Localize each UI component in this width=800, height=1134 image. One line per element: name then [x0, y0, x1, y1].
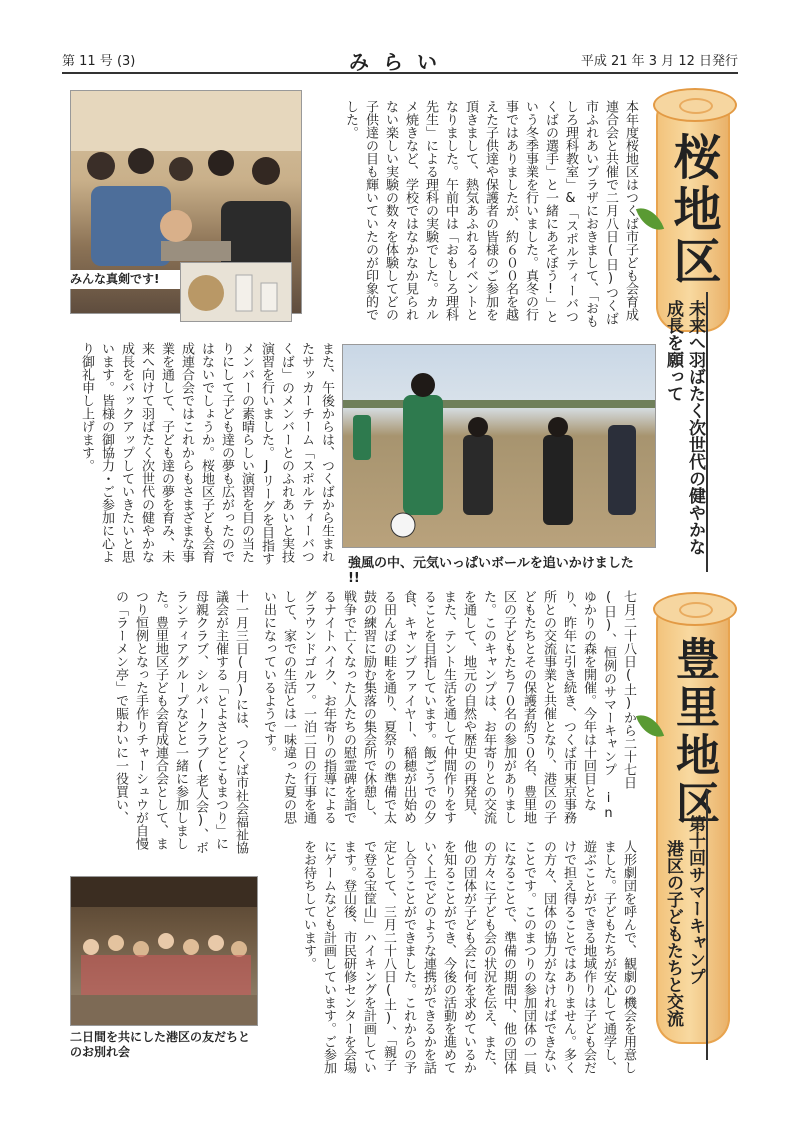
sakura-log-banner: [656, 92, 730, 332]
header-rule: [62, 72, 738, 74]
toyosato-subtitle-line2: 港区の子どもたちと交流: [663, 840, 683, 1027]
photo-soccer: [342, 344, 656, 548]
photo1-caption: みんな真剣です!: [70, 270, 180, 289]
log-ring: [653, 88, 737, 122]
masthead-title: みらい: [349, 50, 451, 74]
photo2-caption: 強風の中、元気いっぱいボールを追いかけました !!: [348, 556, 634, 586]
subtitle-rule: [706, 292, 708, 572]
photo3-caption: 二日間を共にした港区の友だちとのお別れ会: [70, 1030, 251, 1059]
photo-inset-art: [181, 263, 291, 321]
photo-camp-art: [71, 877, 257, 1025]
photo-camp-farewell: [70, 876, 258, 1026]
subtitle-rule: [706, 790, 708, 1060]
toyosato-subtitle-line1: 第十回サマーキャンプ: [685, 815, 705, 985]
issue-date: 平成 21 年 3 月 12 日発行: [580, 54, 738, 69]
log-ring: [653, 592, 737, 626]
toyosato-article-right: 人形劇団を呼んで、観劇の機会を用意しました。子どもたちが安心して通学し、遊ぶことができる地域作りは子ども会だけで担え得ることではありません。多くの方々、団体の協力がなければできないことです。このまつりの参加団体の一員になることで、準備の期間中、他の団体の方々に子ども会の状況を伝え、また、他の団体が子ども会に何を求めているかを知ることができ、今後の活動を進めていく上でどのような連携ができるかを話し合うことができました。これからの予定として、三月二十八日(土)、「親子で登る宝筐山」ハイキングを計画しています。登山後、市民研修センターを会場にゲームなども計画しています。ご参加をお待ちしています。: [301, 840, 636, 1074]
toyosato-district-title: 豊里地区: [668, 636, 719, 828]
issue-number: 第 11 号 (3): [62, 54, 136, 69]
photo-inset-caramel: [180, 262, 292, 322]
sakura-subtitle: 未来へ羽ばたく次世代の健やかな成長を願って: [663, 300, 705, 555]
sakura-article-bottom: また、午後からは、つくばから生まれたサッカーチーム「スポルティーバつくば」のメンバーとのふれあいと実技演習を行いました。Jリーグを目指すメンバーの素晴らしい演習を目の当たりにして子ども達の夢も広がったのではないでしょうか。桜地区子ども会育成連合会ではこれからもさまざまな事業を通して、子ども達の夢を育み、未来へ向けて羽ばたく次世代の健やかな成長をバックアップしていきたいと思います。皆様の御協力・ご参加に心より御礼申し上げます。: [79, 342, 334, 565]
page-header: [62, 46, 738, 72]
sakura-district-title: 桜地区: [665, 132, 721, 288]
toyosato-article-main: 七月二十八日(土)から二十七日(日)、恒例のサマーキャンプ in ゆかりの森を開催。今年は十回目となり、昨年に引き続き、つくば市東京事務所との交流事業と共催となり、港区の子どもたちとその保護者約５０名、豊里地区の子どもたち７０名の参加がありました。このキャンプは、お年寄りとの交流を通して、地元の自然や歴史の再発見、また、テント生活を通して仲間作りをすることを目指しています。飯ごうでの夕食、キャンプファイヤー、稲穂が出始める田んぼの畦を通り、夏祭りの準備で太鼓の練習に励む集落の集会所で休憩し、戦争で亡くなった人たちの慰霊碑を詣でるナイトハイク、お年寄りの指導によるグラウンドゴルフ。一泊二日の行事を通して、家での生活とは一味違った夏の思い出になっているようです。: [261, 590, 636, 824]
sakura-article-top: 本年度桜地区はつくば市子ども会育成連合会と共催で二月八日(日)つくば市ふれあいプラザにおきまして、「おもしろ理科教室」&「スポルティーバつくばの選手」と一緒にあそぼう!」という冬季事業を行いました。真冬の行事ではありましたが、約６００名を越えた子供達や保護者の皆様のご参加を頂きまして、熱気あふれるイベントとなりました。午前中は「おもしろ理科先生」による理科の実験でした。カルメ焼きなど、学校ではなかなか見られない楽しい実験の数々を体験してどの子供達の目も輝いていたのが印象的でした。: [343, 100, 638, 328]
photo-soccer-art: [343, 345, 655, 547]
toyosato-article-left: 十一月三日(月)には、つくば市社会福祉協議会が主催する「とよさとどこもまつり」に母親クラブ、シルバークラブ(老人会)、ボランティアグループなどと一緒に参加しました。豊里地区子ども会育成連合会として、まつり恒例となった手作りチャーシュウが自慢の「ラーメン亭」で賑わいに一役買い、: [113, 590, 248, 854]
